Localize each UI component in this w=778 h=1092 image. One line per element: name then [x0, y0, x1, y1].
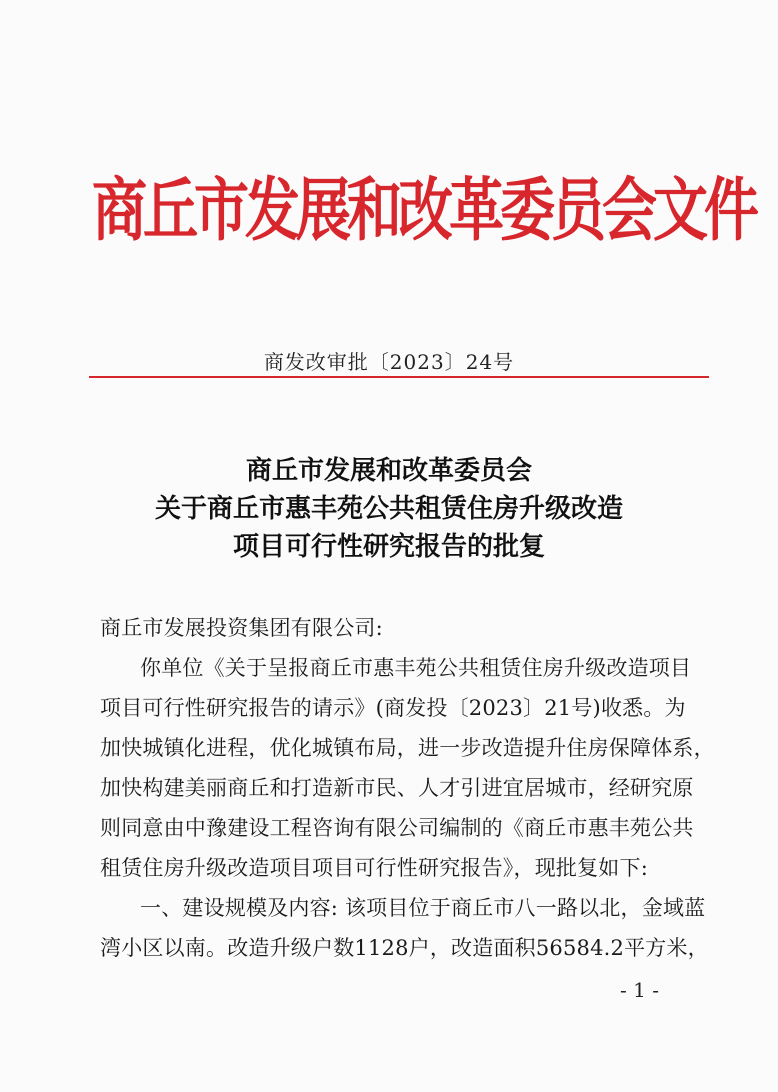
- body-line: 则同意由中豫建设工程咨询有限公司编制的《商丘市惠丰苑公共: [100, 816, 694, 840]
- masthead-title: 商丘市发展和改革委员会文件: [92, 168, 756, 250]
- body-line: 一、建设规模及内容: 该项目位于商丘市八一路以北，金域蓝: [140, 896, 706, 920]
- body-line: 加快城镇化进程，优化城镇布局，进一步改造提升住房保障体系，: [100, 736, 715, 760]
- title-line-3: 项目可行性研究报告的批复: [232, 532, 545, 562]
- page-number: - 1 -: [620, 978, 659, 1002]
- document-body: [100, 608, 740, 968]
- document-number: 商发改审批〔2023〕24号: [263, 350, 515, 374]
- red-divider-line: [89, 376, 709, 378]
- body-line: 湾小区以南。改造升级户数1128户，改造面积56584.2平方米，: [100, 936, 709, 960]
- body-line: 项目可行性研究报告的请示》(商发投〔2023〕21号)收悉。为: [100, 696, 686, 720]
- title-line-2: 关于商丘市惠丰苑公共租赁住房升级改造: [154, 494, 623, 524]
- document-title: [0, 452, 778, 566]
- body-line: 加快构建美丽商丘和打造新市民、人才引进宜居城市，经研究原: [100, 776, 694, 800]
- body-line: 租赁住房升级改造项目项目可行性研究报告》，现批复如下:: [100, 856, 648, 880]
- salutation: 商丘市发展投资集团有限公司:: [100, 616, 383, 640]
- body-line: 你单位《关于呈报商丘市惠丰苑公共租赁住房升级改造项目: [140, 656, 692, 680]
- title-line-1: 商丘市发展和改革委员会: [245, 456, 532, 486]
